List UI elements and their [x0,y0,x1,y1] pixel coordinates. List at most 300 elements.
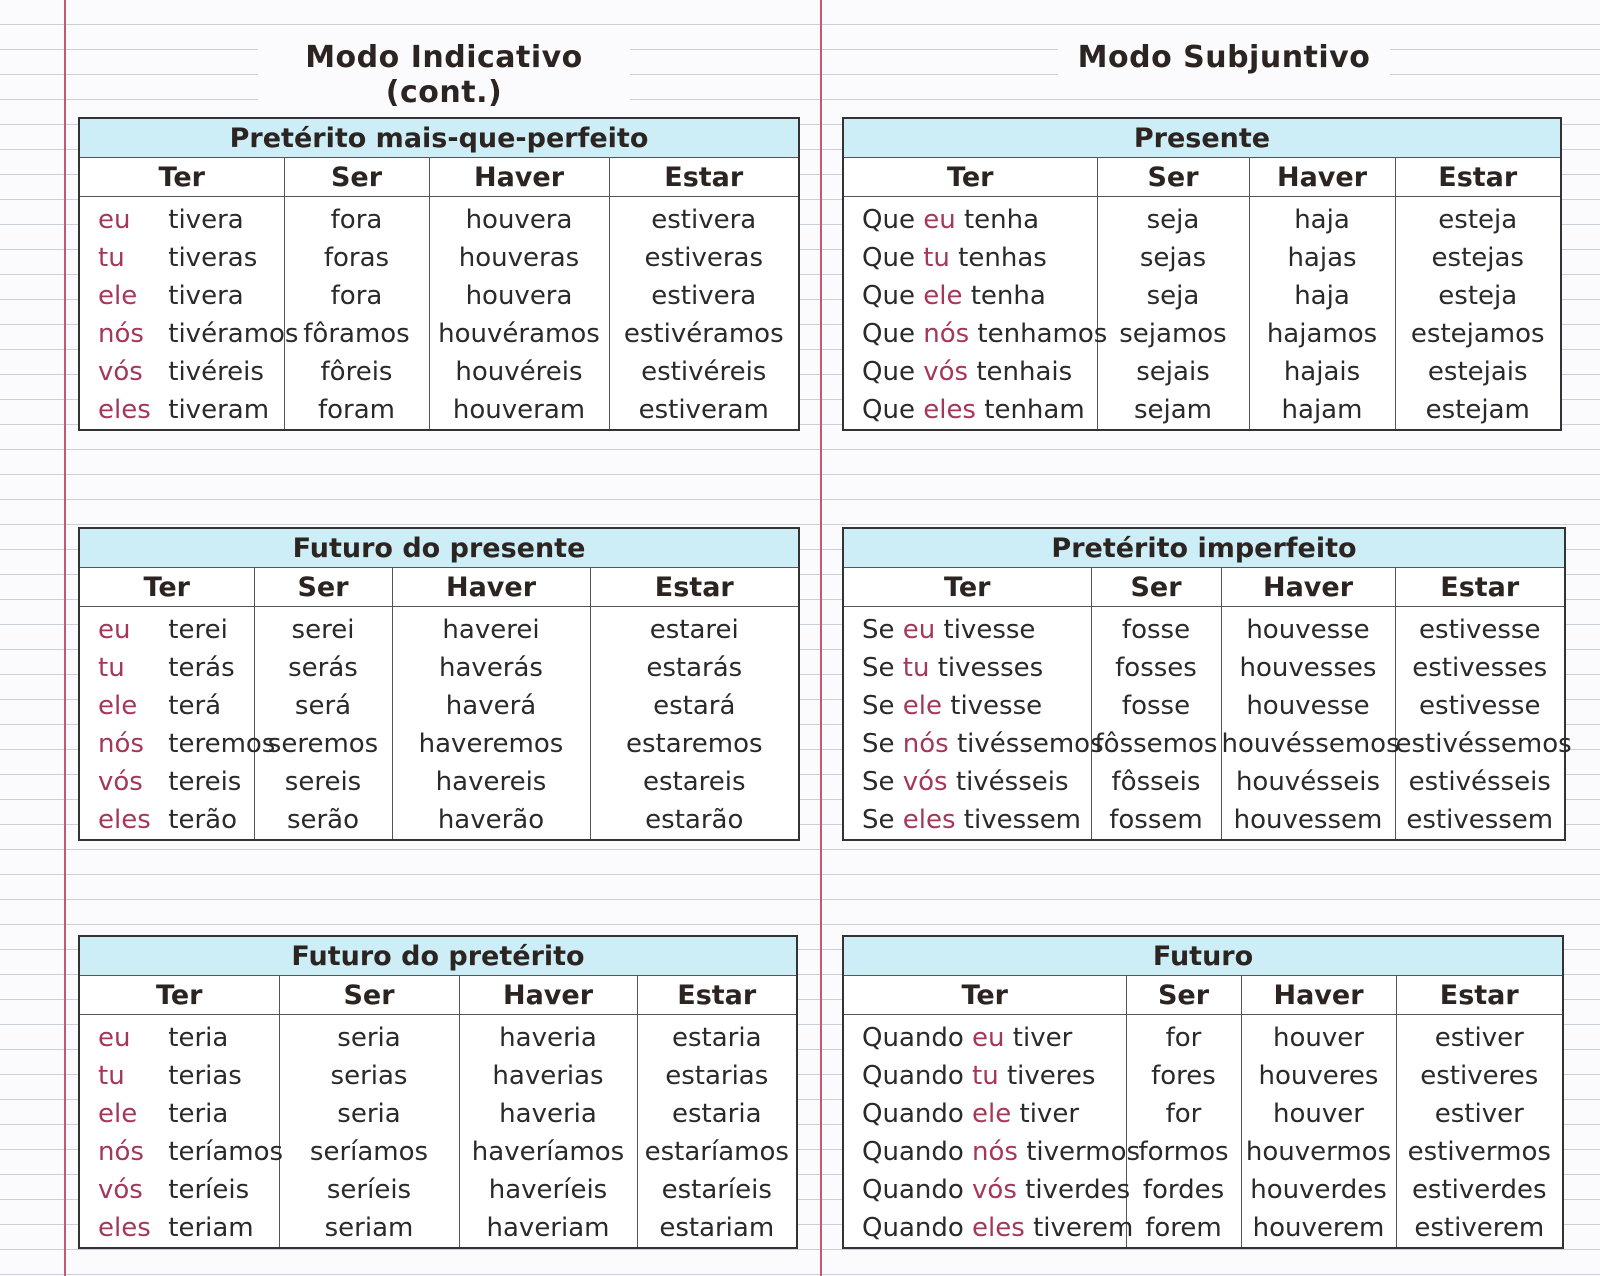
verb-form-ser: fosses [1091,649,1221,687]
verb-form-haver: haverás [392,649,590,687]
column-header-haver: Haver [429,158,609,197]
verb-form-ter: tiverem [1033,1213,1134,1243]
title-row [843,936,1563,976]
verb-form-estar: estivésseis [1395,763,1565,801]
verb-form-ter: teremos [168,729,276,759]
verb-form-haver: houvermos [1241,1133,1396,1171]
pronoun: tu [923,243,950,273]
conjunction-word: Que [862,205,915,235]
table-preterito-imperfeito [842,527,1572,841]
column-header-estar: Estar [609,158,799,197]
verb-form-estar: estiverem [1396,1209,1563,1248]
verb-form-ser: fôreis [284,353,429,391]
verb-form-estar: estariam [637,1209,797,1248]
tense-title: Pretérito mais-que-perfeito [79,118,799,158]
table-row [843,607,1565,650]
verb-form-ser: sereis [254,763,392,801]
pronoun: nós [972,1137,1018,1167]
table-row [843,1057,1563,1095]
conjunction-word: Quando [862,1213,964,1243]
verb-form-ter: tivesse [950,691,1043,721]
ter-cell [79,1209,279,1248]
verb-form-ser: fora [284,197,429,240]
verb-form-haver: haverei [392,607,590,650]
verb-form-estar: estará [590,687,799,725]
verb-form-ser: seja [1097,197,1249,240]
verb-form-haver: houvéssemos [1221,725,1395,763]
heading-subjuntivo: Modo Subjuntivo [1058,38,1390,77]
title-row [79,118,799,158]
verb-form-haver: houverem [1241,1209,1396,1248]
verb-form-estar: estejam [1395,391,1561,430]
verb-form-ter: terá [168,691,222,721]
verb-form-ter: tiver [1019,1099,1080,1129]
tense-title: Futuro [843,936,1563,976]
verb-form-haver: haveriam [459,1209,637,1248]
verb-form-ser: fossem [1091,801,1221,840]
verb-form-ter: tenhas [958,243,1047,273]
ter-cell [843,1171,1131,1209]
conjunction-word: Quando [862,1061,964,1091]
ter-cell [79,353,284,391]
verb-form-estar: estiverdes [1396,1171,1563,1209]
column-header-estar: Estar [590,568,799,607]
conjunction-word: Quando [862,1175,964,1205]
pronoun: vós [98,357,143,387]
verb-form-estar: estiveres [1396,1057,1563,1095]
verb-form-ser: seja [1097,277,1249,315]
ter-cell [79,1015,279,1058]
verb-form-ser: seríamos [279,1133,459,1171]
table-futuro-do-presente [78,527,800,841]
ter-cell [79,315,299,353]
column-header-ter: Ter [843,976,1126,1015]
pronoun: nós [902,729,949,759]
verb-form-ter: tenhamos [977,319,1108,349]
ter-cell [843,239,1097,277]
ter-cell [843,607,1091,650]
pronoun: vós [902,767,948,797]
table-row [79,649,799,687]
verb-form-estar: estaria [637,1095,797,1133]
verb-form-ser: sejamos [1097,315,1249,353]
verb-form-ser: serias [279,1057,459,1095]
verb-form-estar: estivesses [1395,649,1565,687]
column-header-row [843,976,1563,1015]
verb-form-haver: hajamos [1249,315,1395,353]
pronoun: eles [98,395,151,425]
conjunction-word: Que [862,243,915,273]
verb-form-ser: seriam [279,1209,459,1248]
pronoun: eu [923,205,956,235]
pronoun: nós [98,1137,144,1167]
table-futuro-do-preterito [78,935,798,1249]
verb-form-estar: estivesse [1395,607,1565,650]
verb-form-ter: teríeis [168,1175,250,1205]
verb-form-haver: haveremos [392,725,590,763]
verb-form-haver: hajas [1249,239,1395,277]
ter-cell [843,763,1091,801]
title-row [843,118,1561,158]
table-row [843,1133,1563,1171]
ter-cell [79,687,254,725]
table-row [79,197,799,240]
verb-form-ter: tivesse [943,615,1036,645]
column-header-haver: Haver [392,568,590,607]
verb-form-ter: tivésseis [955,767,1069,797]
title-row [79,936,797,976]
ter-cell [843,649,1091,687]
column-header-row [79,568,799,607]
verb-form-haver: haja [1249,277,1395,315]
conjunction-word: Se [862,615,895,645]
verb-form-haver: havereis [392,763,590,801]
table-row [79,315,799,353]
heading-indicativo: Modo Indicativo (cont.) [258,38,630,112]
ter-cell [79,239,284,277]
verb-form-ter: terão [168,805,237,835]
column-header-ser: Ser [1126,976,1241,1015]
verb-form-haver: houvesses [1221,649,1395,687]
pronoun: ele [923,281,963,311]
verb-form-haver: hajam [1249,391,1395,430]
verb-form-ter: tiveres [1006,1061,1096,1091]
pronoun: vós [923,357,969,387]
pronoun: tu [972,1061,999,1091]
conjunction-word: Que [862,357,915,387]
conjunction-word: Quando [862,1099,964,1129]
conjunction-word: Que [862,319,915,349]
conjunction-word: Quando [862,1023,964,1053]
verb-form-ter: tiveram [168,395,270,425]
verb-form-ter: tiverdes [1025,1175,1131,1205]
verb-form-ser: for [1126,1095,1241,1133]
verb-form-ser: sejais [1097,353,1249,391]
ter-cell [843,1133,1141,1171]
ter-cell [843,391,1097,430]
verb-form-estar: estivera [609,197,799,240]
verb-form-estar: estiveras [609,239,799,277]
table-row [843,239,1561,277]
table-row [79,1171,797,1209]
column-header-haver: Haver [1249,158,1395,197]
verb-form-ter: terias [168,1061,242,1091]
table-row [79,607,799,650]
table-row [79,277,799,315]
verb-form-estar: estiveram [609,391,799,430]
verb-form-haver: haja [1249,197,1395,240]
title-row [79,528,799,568]
ter-cell [843,1095,1126,1133]
verb-form-haver: haveria [459,1095,637,1133]
title-row [843,528,1565,568]
verb-form-estar: estivera [609,277,799,315]
verb-form-estar: esteja [1395,277,1561,315]
verb-form-estar: estaria [637,1015,797,1058]
pronoun: tu [98,243,125,273]
conjunction-word: Se [862,729,895,759]
table-row [843,315,1561,353]
pronoun: nós [98,319,144,349]
conjunction-word: Se [862,691,895,721]
ter-cell [79,391,284,430]
verb-form-estar: estivéreis [609,353,799,391]
verb-form-haver: houvera [429,197,609,240]
left-margin-line [64,0,66,1276]
verb-form-haver: houvésseis [1221,763,1395,801]
verb-form-haver: houvesse [1221,607,1395,650]
verb-form-haver: houvéramos [429,315,609,353]
table-row [79,687,799,725]
ter-cell [79,277,284,315]
conjunction-word: Se [862,653,895,683]
column-header-ser: Ser [254,568,392,607]
verb-form-ter: tenha [970,281,1046,311]
ter-cell [79,801,254,840]
verb-form-ter: tivera [168,205,244,235]
verb-form-ser: fores [1126,1057,1241,1095]
tense-title: Presente [843,118,1561,158]
table-row [843,277,1561,315]
table-row [843,649,1565,687]
ter-cell [79,649,254,687]
column-header-ter: Ter [79,158,284,197]
verb-form-estar: estivessem [1395,801,1565,840]
verb-form-estar: esteja [1395,197,1561,240]
ter-cell [79,1133,284,1171]
verb-form-ter: tiver [1012,1023,1073,1053]
conjunction-word: Se [862,805,895,835]
pronoun: eu [98,205,131,235]
table-row [79,1057,797,1095]
column-header-ser: Ser [1091,568,1221,607]
verb-form-estar: estarias [637,1057,797,1095]
ter-cell [79,1095,279,1133]
pronoun: eles [98,1213,151,1243]
verb-form-ser: serei [254,607,392,650]
pronoun: vós [98,1175,143,1205]
verb-form-haver: houvesse [1221,687,1395,725]
column-header-ter: Ter [79,976,279,1015]
ter-cell [843,725,1104,763]
verb-form-ser: sejam [1097,391,1249,430]
table-row [843,353,1561,391]
table-row [79,239,799,277]
verb-form-ser: seremos [254,725,392,763]
ter-cell [843,1057,1126,1095]
table-row [79,1209,797,1248]
column-header-ser: Ser [284,158,429,197]
column-header-row [843,568,1565,607]
pronoun: vós [972,1175,1017,1205]
table-row [79,391,799,430]
verb-form-haver: houvessem [1221,801,1395,840]
table-row [79,1133,797,1171]
pronoun: eu [98,1023,131,1053]
conjunction-word: Quando [862,1137,964,1167]
verb-form-ter: teria [168,1099,229,1129]
ter-cell [843,197,1097,240]
verb-form-estar: estejais [1395,353,1561,391]
tense-title: Pretérito imperfeito [843,528,1565,568]
verb-form-ser: fosse [1091,607,1221,650]
verb-form-haver: haverias [459,1057,637,1095]
center-divider-line [820,0,822,1276]
column-header-haver: Haver [1221,568,1395,607]
verb-form-ser: fôssemos [1091,725,1221,763]
table-preterito-mais-que-perfeito [78,117,800,431]
verb-form-ser: foras [284,239,429,277]
verb-form-ser: seríeis [279,1171,459,1209]
column-header-ser: Ser [1097,158,1249,197]
pronoun: ele [902,691,942,721]
verb-form-ser: serás [254,649,392,687]
column-header-ter: Ter [843,568,1091,607]
conjunction-word: Se [862,767,895,797]
verb-form-haver: houver [1241,1015,1396,1058]
verb-form-haver: houveras [429,239,609,277]
verb-form-estar: estarei [590,607,799,650]
ter-cell [79,725,276,763]
table-row [79,763,799,801]
verb-form-ser: sejas [1097,239,1249,277]
verb-form-ser: seria [279,1095,459,1133]
pronoun: eles [972,1213,1025,1243]
verb-form-estar: estivesse [1395,687,1565,725]
verb-form-haver: houverdes [1241,1171,1396,1209]
verb-form-ter: tivera [168,281,244,311]
verb-form-estar: estarão [590,801,799,840]
column-header-ter: Ter [79,568,254,607]
ter-cell [843,315,1108,353]
pronoun: ele [98,691,138,721]
verb-form-ser: fôramos [284,315,429,353]
verb-form-ser: formos [1126,1133,1241,1171]
column-header-ter: Ter [843,158,1097,197]
verb-form-ter: teria [168,1023,229,1053]
verb-form-ter: tivéreis [168,357,264,387]
table-row [79,1095,797,1133]
verb-form-ter: tenham [984,395,1085,425]
table-row [843,801,1565,840]
verb-form-ter: tivessem [963,805,1082,835]
conjunction-word: Que [862,281,915,311]
ter-cell [843,277,1097,315]
verb-form-estar: estivermos [1396,1133,1563,1171]
conjunction-word: Que [862,395,915,425]
pronoun: eu [902,615,936,645]
pronoun: eles [902,805,956,835]
verb-form-ter: teriam [168,1213,254,1243]
tense-title: Futuro do pretérito [79,936,797,976]
ter-cell [79,1171,279,1209]
verb-form-estar: estaremos [590,725,799,763]
verb-form-haver: hajais [1249,353,1395,391]
pronoun: nós [98,729,144,759]
pronoun: eles [923,395,976,425]
table-row [843,763,1565,801]
verb-form-haver: houveres [1241,1057,1396,1095]
pronoun: tu [98,1061,125,1091]
verb-form-haver: haverão [392,801,590,840]
verb-form-ser: for [1126,1015,1241,1058]
verb-form-haver: haveria [459,1015,637,1058]
verb-form-ter: tenha [963,205,1040,235]
column-header-estar: Estar [1395,568,1565,607]
tense-title: Futuro do presente [79,528,799,568]
verb-form-estar: estivéssemos [1395,725,1565,763]
pronoun: nós [923,319,970,349]
ter-cell [79,1057,279,1095]
table-row [843,1171,1563,1209]
ter-cell [843,353,1097,391]
verb-form-ter: tiveras [168,243,258,273]
verb-form-ter: terei [168,615,228,645]
ter-cell [843,1209,1134,1248]
verb-form-ser: fôsseis [1091,763,1221,801]
ter-cell [843,801,1091,840]
pronoun: tu [902,653,930,683]
column-header-ser: Ser [279,976,459,1015]
column-header-haver: Haver [1241,976,1396,1015]
verb-form-estar: estaríeis [637,1171,797,1209]
table-row [843,1209,1563,1248]
verb-form-ter: teríamos [168,1137,284,1167]
table-row [843,1015,1563,1058]
verb-form-estar: estejamos [1395,315,1561,353]
verb-form-estar: estaríamos [637,1133,797,1171]
verb-form-haver: haveríamos [459,1133,637,1171]
verb-form-estar: estivéramos [609,315,799,353]
pronoun: ele [98,1099,138,1129]
verb-form-ser: fora [284,277,429,315]
verb-form-ser: seria [279,1015,459,1058]
verb-form-ter: tivéramos [168,319,299,349]
verb-form-ter: tenhais [976,357,1073,387]
pronoun: ele [972,1099,1012,1129]
verb-form-haver: houver [1241,1095,1396,1133]
column-header-haver: Haver [459,976,637,1015]
verb-form-ter: tereis [168,767,242,797]
column-header-estar: Estar [1395,158,1561,197]
ter-cell [79,763,254,801]
verb-form-ser: fordes [1126,1171,1241,1209]
table-presente [842,117,1562,431]
verb-form-ser: será [254,687,392,725]
table-row [79,353,799,391]
ter-cell [843,1015,1126,1058]
table-row [843,687,1565,725]
column-header-row [79,158,799,197]
verb-form-estar: estejas [1395,239,1561,277]
verb-form-ser: foram [284,391,429,430]
verb-form-ter: tivermos [1026,1137,1141,1167]
verb-form-estar: estareis [590,763,799,801]
table-row [843,197,1561,240]
column-header-row [843,158,1561,197]
table-row [79,725,799,763]
table-row [843,725,1565,763]
table-row [843,1095,1563,1133]
verb-form-haver: haverá [392,687,590,725]
table-row [843,391,1561,430]
verb-form-ser: forem [1126,1209,1241,1248]
verb-form-ser: fosse [1091,687,1221,725]
verb-form-estar: estiver [1396,1015,1563,1058]
ter-cell [79,197,284,240]
table-futuro [842,935,1564,1249]
column-header-estar: Estar [1396,976,1563,1015]
